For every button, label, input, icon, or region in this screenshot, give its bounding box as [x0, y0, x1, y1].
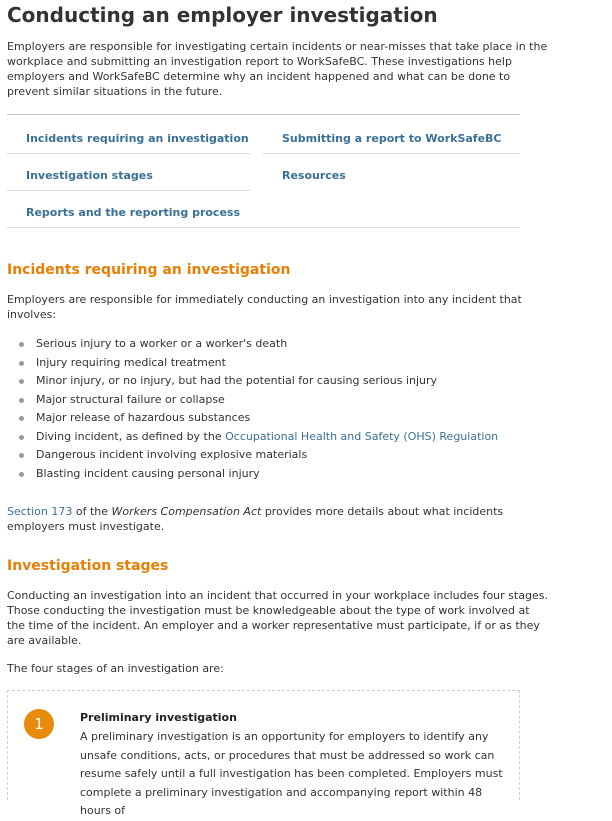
section-173-line: employers must investigate. — [7, 520, 165, 533]
stages-lead-line: Conducting an investigation into an incident that occurred in your workplace includes four stages. — [7, 589, 548, 602]
list-item — [19, 409, 498, 428]
text-span: of the — [72, 505, 112, 518]
bullet-icon — [19, 472, 24, 477]
toc-item-reports[interactable] — [7, 192, 520, 228]
stages-lead-line: the time of the incident. An employer and a worker representative must participate, if or as they — [7, 619, 540, 632]
intro-paragraph — [7, 39, 547, 99]
list-item — [19, 428, 498, 447]
section-heading-incidents: Incidents requiring an investigation — [7, 262, 291, 278]
section-173-link[interactable]: Section 173 — [7, 505, 73, 518]
table-of-contents — [7, 114, 520, 230]
intro-line: prevent similar situations in the future. — [7, 85, 223, 98]
four-stages-intro — [7, 661, 224, 676]
toc-item-resources[interactable] — [263, 155, 520, 191]
list-item — [19, 372, 498, 391]
bullet-icon — [19, 453, 24, 458]
stage-line: resume safely until a full investigation has been completed. Employers must — [80, 767, 503, 780]
intro-line: Employers are responsible for investigating certain incidents or near-misses that take place in the — [7, 40, 548, 53]
list-item-text: Minor injury, or no injury, but had the potential for causing serious injury — [36, 374, 438, 387]
incident-list — [19, 335, 498, 483]
stage-number-badge: 1 — [24, 709, 54, 739]
stage-line: complete a preliminary investigation and accompanying report within 48 hours of — [80, 785, 483, 817]
toc-item-stages[interactable] — [7, 155, 250, 191]
toc-link-incidents[interactable]: Incidents requiring an investigation — [26, 132, 249, 145]
bullet-icon — [19, 379, 24, 384]
incidents-lead-line: Employers are responsible for immediately conducting an investigation into any incident that — [7, 293, 522, 306]
list-item-text: Diving incident, as defined by the — [36, 429, 226, 443]
bullet-icon — [19, 361, 24, 366]
stage-description — [80, 728, 510, 821]
stage-title: Preliminary investigation — [80, 711, 237, 724]
toc-link-submitting[interactable]: Submitting a report to WorkSafeBC — [282, 132, 502, 145]
bullet-icon — [19, 342, 24, 347]
list-item — [19, 446, 498, 465]
list-item — [19, 354, 498, 373]
list-item-text: Major structural failure or collapse — [36, 392, 225, 406]
list-item-text: Blasting incident causing personal injury — [36, 466, 260, 480]
stages-lead-line: are available. — [7, 634, 82, 647]
list-item-text: Dangerous incident involving explosive materials — [36, 448, 308, 461]
intro-line: employers and WorkSafeBC determine why an incident happened and what can be done to — [7, 70, 511, 83]
stage-line: A preliminary investigation is an opportunity for employers to identify any — [80, 730, 489, 743]
four-stages-text: The four stages of an investigation are: — [7, 662, 224, 675]
stages-lead-line: Those conducting the investigation must be knowledgeable about the type of work involved at — [7, 604, 530, 617]
intro-line: workplace and submitting an investigation report to WorkSafeBC. These investigations help — [7, 55, 512, 68]
list-item-text: Injury requiring medical treatment — [36, 355, 226, 369]
list-item — [19, 465, 498, 484]
bullet-icon — [19, 398, 24, 403]
bullet-icon — [19, 416, 24, 421]
section-173-paragraph — [7, 504, 503, 534]
list-item-text: Major release of hazardous substances — [36, 411, 251, 424]
page-title: Conducting an employer investigation — [7, 3, 438, 27]
incidents-lead-line: involves: — [7, 308, 57, 321]
list-item — [19, 335, 498, 354]
incidents-lead — [7, 292, 522, 322]
stage-card-preliminary — [7, 690, 520, 817]
toc-item-submitting[interactable] — [263, 118, 520, 154]
act-name: Workers Compensation Act — [111, 505, 262, 518]
ohs-regulation-link[interactable]: Occupational Health and Safety (OHS) Regulation — [225, 429, 499, 443]
list-item — [19, 391, 498, 410]
stages-lead — [7, 588, 548, 648]
list-item-text: Serious injury to a worker or a worker's death — [36, 337, 288, 350]
toc-link-resources[interactable]: Resources — [282, 169, 346, 182]
toc-item-incidents[interactable] — [7, 118, 250, 154]
section-heading-stages: Investigation stages — [7, 558, 169, 574]
text-span: provides more details about what incidents — [261, 505, 504, 518]
toc-link-stages[interactable]: Investigation stages — [26, 169, 153, 182]
stage-line: unsafe conditions, acts, or procedures that must be addressed so work can — [80, 748, 495, 762]
section-173-line — [7, 504, 503, 519]
toc-link-reports[interactable]: Reports and the reporting process — [26, 206, 240, 219]
bullet-icon — [19, 435, 24, 440]
